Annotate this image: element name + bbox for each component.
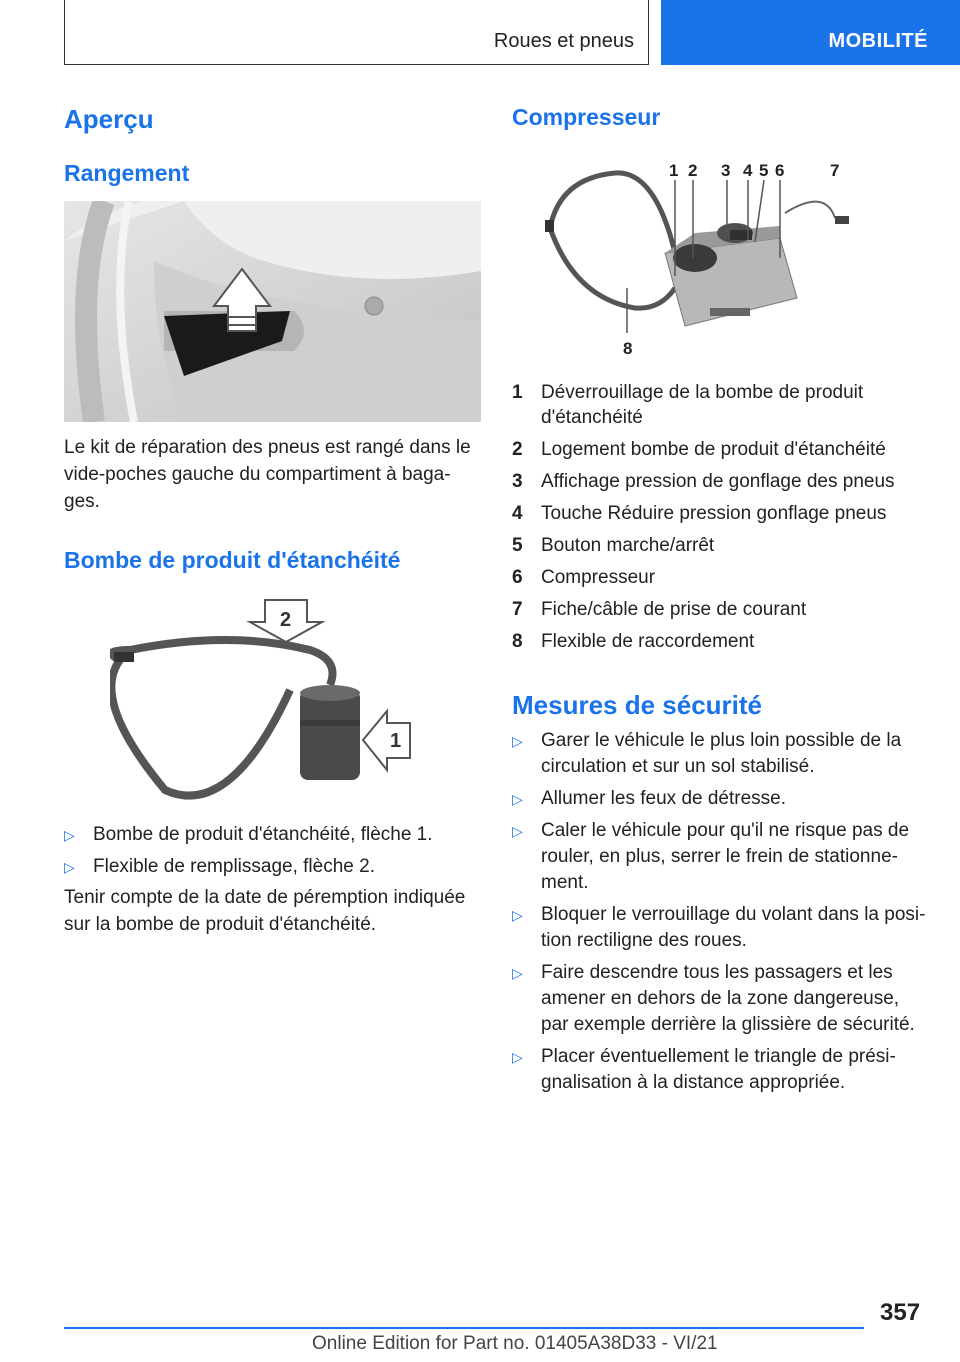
triangle-right-icon: ▷: [512, 965, 523, 981]
header-section-tab: [64, 0, 649, 65]
compressor-parts-list: [512, 380, 912, 661]
list-item: 8 Flexible de raccordement: [512, 631, 755, 652]
bombe-heading: Bombe de produit d'étanchéité: [64, 547, 401, 573]
list-item: ▷ Flexible de remplissage, flèche 2.: [64, 854, 484, 880]
triangle-right-icon: ▷: [512, 733, 523, 749]
list-item: 2 Logement bombe de produit d'étanchéité: [512, 439, 886, 460]
list-item: 5 Bouton marche/arrêt: [512, 535, 715, 556]
list-item: ▷ Placer éventuellement le triangle de prési-gnalisation à la distance appropriée.: [512, 1046, 896, 1093]
triangle-right-icon: ▷: [512, 907, 523, 923]
bombe-arrow-1-label: 1: [390, 730, 402, 752]
triangle-right-icon: ▷: [512, 791, 523, 807]
page-number: 357: [880, 1299, 921, 1326]
callout-4: 4: [743, 161, 753, 180]
list-item: ▷ Garer le véhicule le plus loin possible de la circulation et sur un sol stabilisé.: [512, 730, 902, 777]
header-chapter-label: MOBILITÉ: [828, 30, 928, 52]
sealant-bottle-illustration: [110, 590, 420, 810]
callout-6: 6: [775, 161, 785, 180]
header-chapter-tab: [661, 0, 960, 65]
securite-heading: Mesures de sécurité: [512, 690, 763, 720]
bombe-bullet-list: [64, 822, 484, 886]
list-item: ▷ Bloquer le verrouillage du volant dans la posi-tion rectiligne des roues.: [512, 904, 926, 951]
list-item: 3 Affichage pression de gonflage des pneus: [512, 471, 895, 492]
triangle-right-icon: ▷: [512, 823, 523, 839]
bombe-note: Tenir compte de la date de péremption indiquée sur la bombe de produit d'étanchéité.: [64, 887, 466, 935]
callout-7: 7: [830, 161, 840, 180]
trunk-storage-illustration: [64, 201, 481, 422]
list-item: ▷ Bombe de produit d'étanchéité, flèche 1.: [64, 822, 484, 848]
compresseur-heading: Compresseur: [512, 104, 661, 130]
callout-5: 5: [759, 161, 769, 180]
footer-edition: Online Edition for Part no. 01405A38D33 - VI/21: [312, 1333, 718, 1354]
list-item: 6 Compresseur: [512, 567, 656, 588]
rangement-heading: Rangement: [64, 160, 190, 186]
triangle-right-icon: ▷: [64, 859, 75, 875]
rangement-text: Le kit de réparation des pneus est rangé dans le vide-poches gauche du compartiment à baga-ges.: [64, 437, 471, 512]
list-item: ▷ Caler le véhicule pour qu'il ne risque pas de rouler, en plus, serrer le frein de stationne-ment.: [512, 820, 910, 893]
callout-3: 3: [721, 161, 731, 180]
triangle-right-icon: ▷: [64, 827, 75, 843]
list-item: 1 Déverrouillage de la bombe de produit d'étanchéité: [512, 382, 864, 428]
header-section-label: Roues et pneus: [493, 30, 634, 52]
callout-1: 1: [669, 161, 679, 180]
page-title: Aperçu: [64, 104, 154, 134]
callout-8: 8: [623, 339, 633, 358]
bombe-arrow-2-label: 2: [280, 609, 292, 631]
securite-bullet-list: [512, 728, 927, 1102]
triangle-right-icon: ▷: [512, 1049, 523, 1065]
list-item: 4 Touche Réduire pression gonflage pneus: [512, 503, 887, 524]
callout-2: 2: [688, 161, 698, 180]
list-item: 7 Fiche/câble de prise de courant: [512, 599, 807, 620]
list-item: ▷ Allumer les feux de détresse.: [512, 786, 927, 812]
list-item: ▷ Faire descendre tous les passagers et les amener en dehors de la zone dangereuse, par exemple derrière la glissière de sécurité.: [512, 962, 915, 1035]
compressor-illustration: [535, 158, 855, 358]
footer-divider: [64, 1327, 864, 1329]
